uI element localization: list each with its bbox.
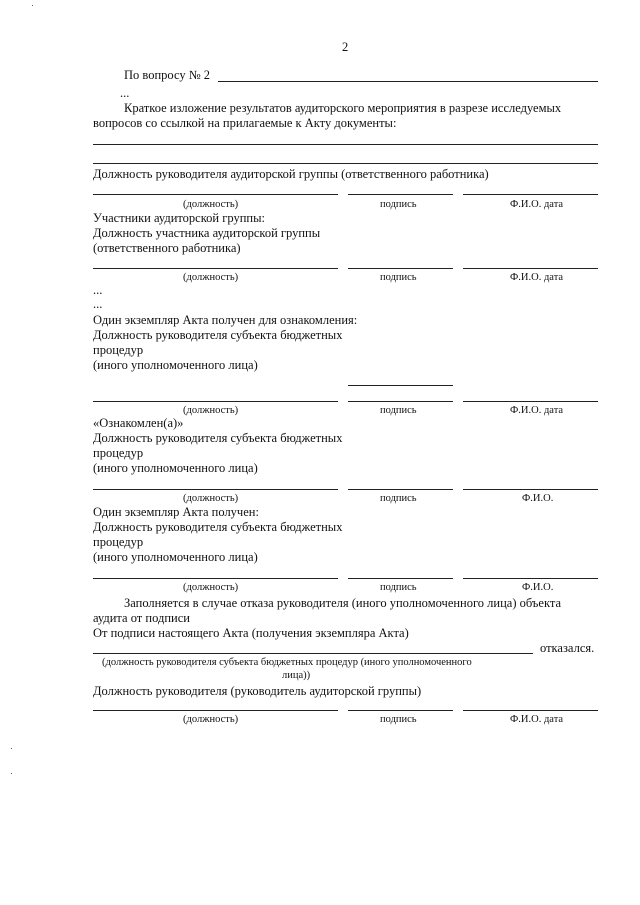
question-underline xyxy=(218,81,598,82)
refusal-note-line2: аудита от подписи xyxy=(93,611,190,625)
caption-name: Ф.И.О. xyxy=(522,493,554,504)
question-label: По вопросу № 2 xyxy=(124,68,211,82)
refusal-note-line1: Заполняется в случае отказа руководителя (иного уполномоченного лица) объекта xyxy=(124,596,562,610)
signature-line-name xyxy=(463,268,598,269)
signature-line-signature xyxy=(348,268,453,269)
signature-line-position xyxy=(93,489,338,490)
final-head-title: Должность руководителя (руководитель аудиторской группы) xyxy=(93,684,422,698)
signature-line-position xyxy=(93,401,338,402)
subject-head-line3: (иного уполномоченного лица) xyxy=(93,550,258,564)
signature-line-position xyxy=(93,710,338,711)
head-position-title: Должность руководителя аудиторской группы (ответственного работника) xyxy=(93,167,489,181)
member-position-line2: (ответственного работника) xyxy=(93,241,241,255)
caption-position: (должность) xyxy=(183,405,239,416)
subject-head-line2: процедур xyxy=(93,343,144,357)
extra-signature-line xyxy=(348,385,453,386)
ellipsis: ... xyxy=(120,86,130,100)
copy-for-review-title: Один экземпляр Акта получен для ознакомления: xyxy=(93,313,358,327)
refusal-note-line3: От подписи настоящего Акта (получения экземпляра Акта) xyxy=(93,626,409,640)
caption-name-date: Ф.И.О. дата xyxy=(510,714,564,725)
caption-signature: подпись xyxy=(380,582,417,593)
signature-line-position xyxy=(93,268,338,269)
subject-head-line1: Должность руководителя субъекта бюджетных xyxy=(93,520,343,534)
scan-speck xyxy=(11,773,12,774)
copy-received-title: Один экземпляр Акта получен: xyxy=(93,505,259,519)
signature-line-name xyxy=(463,194,598,195)
ellipsis: ... xyxy=(93,297,103,311)
refusal-caption-line2: лица)) xyxy=(282,670,311,681)
signature-line-signature xyxy=(348,710,453,711)
subject-head-line2: процедур xyxy=(93,446,144,460)
member-position-line1: Должность участника аудиторской группы xyxy=(93,226,321,240)
subject-head-line3: (иного уполномоченного лица) xyxy=(93,461,258,475)
page-number: 2 xyxy=(342,40,349,54)
members-title: Участники аудиторской группы: xyxy=(93,211,265,225)
subject-head-line1: Должность руководителя субъекта бюджетных xyxy=(93,431,343,445)
subject-head-line3: (иного уполномоченного лица) xyxy=(93,358,258,372)
summary-text-line2: вопросов со ссылкой на прилагаемые к Акту документы: xyxy=(93,116,397,130)
acquainted-note: «Ознакомлен(а)» xyxy=(93,416,184,430)
refusal-fill-line xyxy=(93,653,533,654)
caption-position: (должность) xyxy=(183,272,239,283)
summary-fill-line xyxy=(93,144,598,145)
caption-position: (должность) xyxy=(183,493,239,504)
caption-position: (должность) xyxy=(183,199,239,210)
subject-head-line1: Должность руководителя субъекта бюджетных xyxy=(93,328,343,342)
caption-name-date: Ф.И.О. дата xyxy=(510,405,564,416)
signature-line-name xyxy=(463,489,598,490)
caption-name: Ф.И.О. xyxy=(522,582,554,593)
signature-line-signature xyxy=(348,578,453,579)
caption-signature: подпись xyxy=(380,493,417,504)
caption-name-date: Ф.И.О. дата xyxy=(510,199,564,210)
caption-signature: подпись xyxy=(380,199,417,210)
signature-line-signature xyxy=(348,401,453,402)
scan-speck xyxy=(32,5,33,6)
summary-fill-line xyxy=(93,163,598,164)
signature-line-position xyxy=(93,194,338,195)
refusal-caption-line1: (должность руководителя субъекта бюджетных процедур (иного уполномоченного xyxy=(102,657,472,668)
refused-label: отказался. xyxy=(540,641,595,655)
signature-line-name xyxy=(463,578,598,579)
signature-line-position xyxy=(93,578,338,579)
caption-name-date: Ф.И.О. дата xyxy=(510,272,564,283)
caption-signature: подпись xyxy=(380,714,417,725)
caption-signature: подпись xyxy=(380,272,417,283)
ellipsis: ... xyxy=(93,283,103,297)
subject-head-line2: процедур xyxy=(93,535,144,549)
signature-line-signature xyxy=(348,489,453,490)
signature-line-name xyxy=(463,401,598,402)
scan-speck xyxy=(11,748,12,749)
signature-line-signature xyxy=(348,194,453,195)
signature-line-name xyxy=(463,710,598,711)
caption-signature: подпись xyxy=(380,405,417,416)
caption-position: (должность) xyxy=(183,714,239,725)
summary-text-line1: Краткое изложение результатов аудиторского мероприятия в разрезе исследуемых xyxy=(124,101,562,115)
caption-position: (должность) xyxy=(183,582,239,593)
